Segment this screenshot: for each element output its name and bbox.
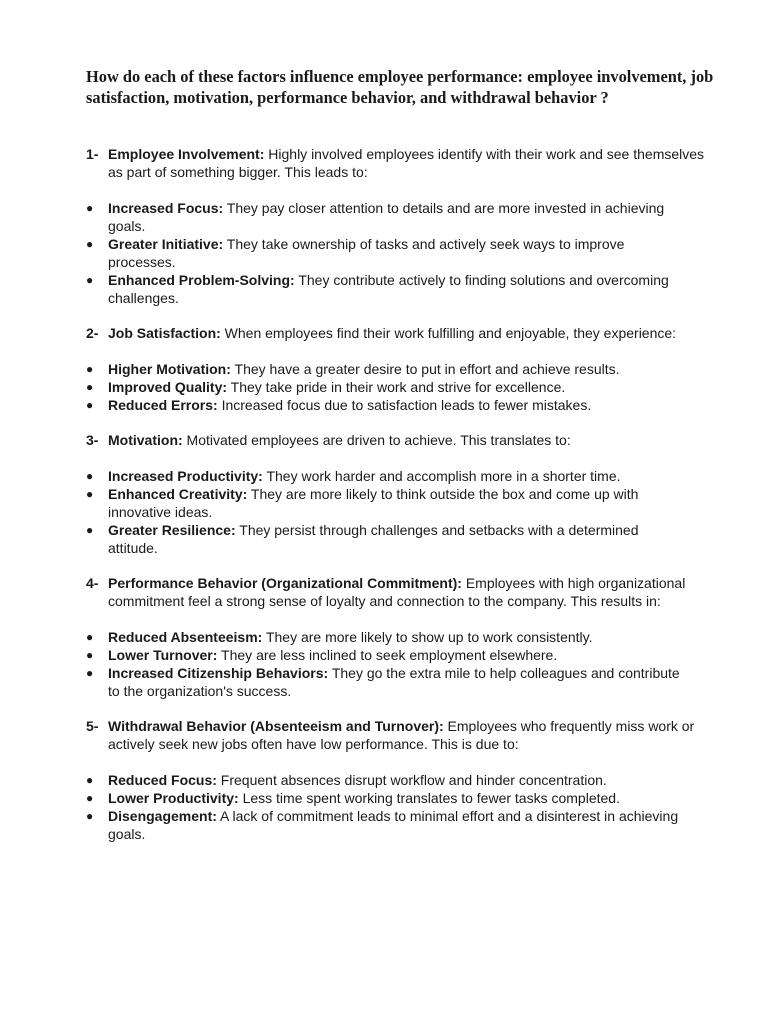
bullet-list [86, 771, 726, 843]
bullet-dot-icon: ● [86, 469, 94, 483]
bullet-dot-icon: ● [86, 237, 94, 251]
section-intro [108, 324, 726, 342]
list-item-term: Reduced Errors: [108, 397, 218, 413]
section-number: 2- [86, 325, 99, 341]
list-item-text [108, 360, 726, 378]
list-item [86, 628, 726, 646]
list-item-text [108, 646, 726, 664]
section-heading [86, 324, 726, 342]
list-item [86, 789, 726, 807]
section-intro [108, 145, 726, 181]
list-item-text [108, 485, 726, 521]
list-item-text [108, 771, 726, 789]
list-item-text [108, 271, 726, 307]
list-item-description: They work harder and accomplish more in a shorter time. [262, 468, 621, 484]
list-item-description: Less time spent working translates to fewer tasks completed. [238, 790, 620, 806]
section-3 [86, 431, 726, 557]
section-intro-text: Employees with high organizational commitment feel a strong sense of loyalty and connection to the company. This results in: [108, 575, 686, 609]
section-number: 4- [86, 575, 99, 591]
list-item-text [108, 396, 726, 414]
list-item [86, 378, 726, 396]
list-item-description: They are more likely to think outside the box and come up with innovative ideas. [108, 486, 639, 520]
list-item-term: Greater Initiative: [108, 236, 224, 252]
bullet-dot-icon: ● [86, 487, 94, 501]
section-heading-label: Motivation: [108, 432, 183, 448]
list-item [86, 771, 726, 789]
list-item-term: Greater Resilience: [108, 522, 236, 538]
section-5 [86, 717, 726, 843]
list-item-term: Improved Quality: [108, 379, 228, 395]
page-title: How do each of these factors influence employee performance: employee involvement, job satisfaction, motivation, performance behavior, and withdrawal behavior ? [86, 67, 714, 107]
section-intro-text: Employees who frequently miss work or actively seek new jobs often have low performance. This is due to: [108, 718, 695, 752]
list-item [86, 467, 726, 485]
list-item-description: They are more likely to show up to work consistently. [262, 629, 593, 645]
bullet-dot-icon: ● [86, 362, 94, 376]
section-number: 1- [86, 146, 99, 162]
list-item-description: Increased focus due to satisfaction leads to fewer mistakes. [217, 397, 592, 413]
list-item [86, 521, 726, 557]
section-intro [108, 574, 726, 610]
bullet-dot-icon: ● [86, 201, 94, 215]
section-4 [86, 574, 726, 700]
list-item-description: They take pride in their work and strive for excellence. [227, 379, 566, 395]
list-item-term: Increased Citizenship Behaviors: [108, 665, 329, 681]
bullet-dot-icon: ● [86, 809, 94, 823]
list-item-term: Reduced Focus: [108, 772, 217, 788]
section-heading [86, 431, 726, 449]
list-item-term: Higher Motivation: [108, 361, 231, 377]
section-heading-label: Performance Behavior (Organizational Commitment): [108, 575, 462, 591]
list-item [86, 199, 726, 235]
list-item-text [108, 628, 726, 646]
section-heading [86, 717, 726, 753]
section-number: 5- [86, 718, 99, 734]
section-intro-text: When employees find their work fulfilling and enjoyable, they experience: [220, 325, 677, 341]
list-item [86, 235, 726, 271]
bullet-dot-icon: ● [86, 773, 94, 787]
list-item-text [108, 235, 726, 271]
list-item-description: Frequent absences disrupt workflow and hinder concentration. [216, 772, 607, 788]
list-item-term: Reduced Absenteeism: [108, 629, 263, 645]
list-item [86, 485, 726, 521]
section-heading [86, 574, 726, 610]
section-intro [108, 717, 726, 753]
list-item [86, 664, 726, 700]
list-item-term: Increased Focus: [108, 200, 224, 216]
bullet-list [86, 360, 726, 414]
list-item-text [108, 199, 726, 235]
section-heading-label: Withdrawal Behavior (Absenteeism and Turnover): [108, 718, 444, 734]
bullet-dot-icon: ● [86, 523, 94, 537]
bullet-dot-icon: ● [86, 666, 94, 680]
bullet-dot-icon: ● [86, 630, 94, 644]
list-item [86, 396, 726, 414]
list-item-term: Lower Productivity: [108, 790, 239, 806]
bullet-dot-icon: ● [86, 380, 94, 394]
list-item-text [108, 789, 726, 807]
section-intro-text: Motivated employees are driven to achieve. This translates to: [182, 432, 571, 448]
list-item-description: A lack of commitment leads to minimal effort and a disinterest in achieving goals. [108, 808, 679, 842]
list-item [86, 807, 726, 843]
section-heading-label: Job Satisfaction: [108, 325, 221, 341]
section-1 [86, 145, 726, 307]
list-item-term: Enhanced Problem-Solving: [108, 272, 295, 288]
bullet-list [86, 467, 726, 557]
list-item-term: Disengagement: [108, 808, 217, 824]
section-number: 3- [86, 432, 99, 448]
list-item-description: They are less inclined to seek employment elsewhere. [217, 647, 558, 663]
list-item-term: Lower Turnover: [108, 647, 218, 663]
list-item-description: They have a greater desire to put in effort and achieve results. [230, 361, 620, 377]
list-item-term: Enhanced Creativity: [108, 486, 248, 502]
section-heading-label: Employee Involvement: [108, 146, 265, 162]
list-item-description: They take ownership of tasks and actively seek ways to improve processes. [108, 236, 625, 270]
list-item-description: They contribute actively to finding solutions and overcoming challenges. [108, 272, 669, 306]
bullet-list [86, 199, 726, 307]
list-item [86, 646, 726, 664]
list-item [86, 271, 726, 307]
list-item-term: Increased Productivity: [108, 468, 263, 484]
list-item-description: They persist through challenges and setbacks with a determined attitude. [108, 522, 639, 556]
list-item-text [108, 467, 726, 485]
list-item-description: They go the extra mile to help colleagues and contribute to the organization's success. [108, 665, 680, 699]
bullet-dot-icon: ● [86, 273, 94, 287]
section-intro [108, 431, 726, 449]
list-item-text [108, 378, 726, 396]
section-intro-text: Highly involved employees identify with their work and see themselves as part of something bigger. This leads to: [108, 146, 705, 180]
bullet-dot-icon: ● [86, 791, 94, 805]
list-item-text [108, 521, 726, 557]
list-item-text [108, 664, 726, 700]
list-item-text [108, 807, 726, 843]
section-2 [86, 324, 726, 414]
section-heading [86, 145, 726, 181]
bullet-list [86, 628, 726, 700]
bullet-dot-icon: ● [86, 398, 94, 412]
sections-list [86, 145, 726, 860]
bullet-dot-icon: ● [86, 648, 94, 662]
list-item-description: They pay closer attention to details and are more invested in achieving goals. [108, 200, 665, 234]
list-item [86, 360, 726, 378]
